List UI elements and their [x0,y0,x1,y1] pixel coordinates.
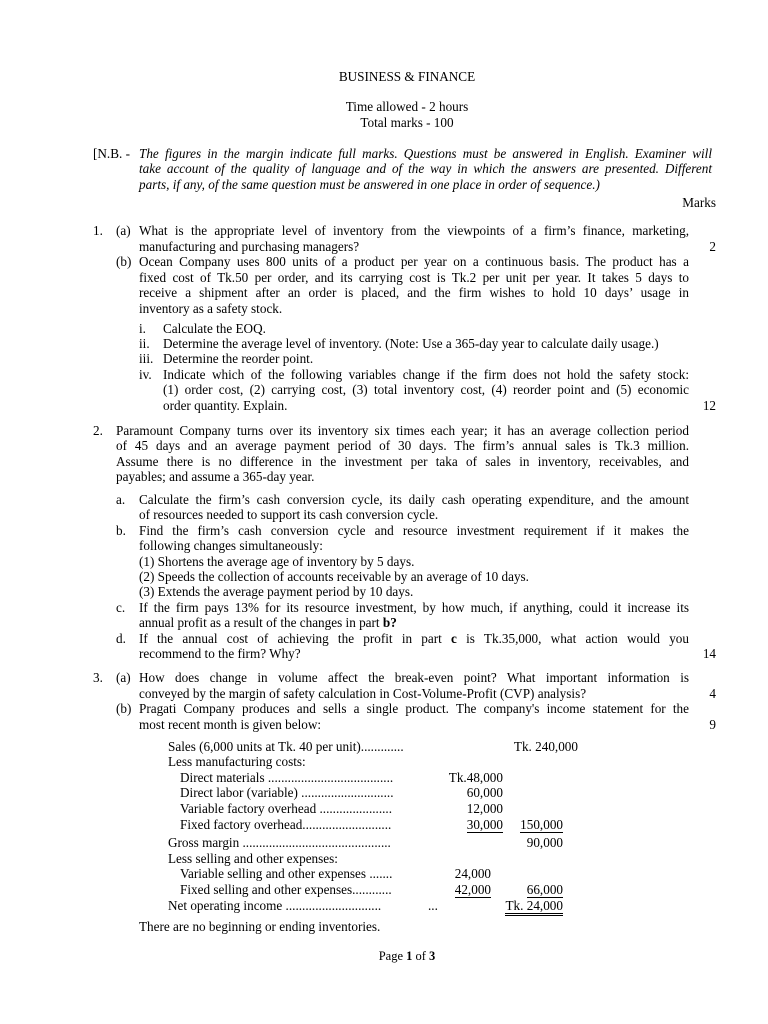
stmt-variable-overhead-value: 12,000 [466,801,503,816]
q3-b-marks: 9 [709,717,716,732]
q1-a-line-2: manufacturing and purchasing managers? [139,239,360,254]
q2-b-line-2: following changes simultaneously: [139,538,323,553]
stmt-sales-total: Tk. 240,000 [513,739,578,754]
q3-a-label: (a) [116,670,131,685]
q2-d-line-2: recommend to the firm? Why? [139,646,301,661]
nb-prefix: [N.B. - [93,146,130,161]
q2-line-3: Assume there is no difference in the investment per taka of sales in inventory, receivables, and [116,454,689,469]
q1-b-line-1: Ocean Company uses 800 units of a product per year on a continuous basis. The product has a [139,254,689,269]
stmt-fixed-overhead: Fixed factory overhead........................... [180,817,392,832]
stmt-manufacturing-total [510,817,563,833]
page-current: 1 [406,949,413,963]
page-of: of [412,949,430,963]
stmt-variable-overhead: Variable factory overhead ...................... [180,801,393,816]
q2-b-item: (3) Extends the average payment period by 10 days. [139,584,414,599]
q1-b-line-2: fixed cost of Tk.50 per order, and its carrying cost is Tk.2 per unit per year. It takes 5 days to [139,270,689,285]
q1-a-line-1: What is the appropriate level of inventory from the viewpoints of a firm’s finance, marketing, [139,223,689,238]
stmt-noi-dots: ... [428,898,438,913]
stmt-direct-materials-value: Tk.48,000 [448,770,503,785]
q2-d-line-1 [139,631,689,647]
stmt-less-selling: Less selling and other expenses: [168,851,338,866]
q1-item-text: Indicate which of the following variables change if the firm does not hold the safety stock: [163,367,689,382]
q2-line-2: of 45 days and an average payment period of 30 days. The firm’s annual sales is Tk.3 million. [116,438,689,453]
q1-item-label: iv. [139,367,152,382]
q2-line-4: payables; and assume a 365-day year. [116,469,315,484]
q3-a-line-2: conveyed by the margin of safety calculation in Cost-Volume-Profit (CVP) analysis? [139,686,587,701]
q1-item-text: Determine the reorder point. [163,351,314,366]
stmt-fixed-overhead-amount: 30,000 [466,817,503,832]
page-prefix: Page [378,949,407,963]
nb-line-3: parts, if any, of the same question must be answered in one place in order of sequence.) [139,177,600,192]
stmt-selling-total-amount: 66,000 [526,882,563,897]
q2-line-1: Paramount Company turns over its inventory six times each year; it has an average collection period [116,423,689,438]
time-allowed: Time allowed - 2 hours [345,99,469,114]
q2-d-line-1-text: If the annual cost of achieving the profit in part [139,631,452,646]
stmt-manufacturing-total-amount: 150,000 [520,817,563,832]
stmt-fixed-overhead-value [448,817,503,833]
q2-c-label: c. [116,600,126,615]
q2-c-line-2 [139,615,397,631]
q2-a-line-2: of resources needed to support its cash conversion cycle. [139,507,439,522]
q3-a-line-1: How does change in volume affect the break-even point? What important information is [139,670,689,685]
q3-b-label: (b) [116,701,132,716]
stmt-fixed-selling-value [430,882,491,898]
q2-d-line-1-rest: is Tk.35,000, what action would you [456,631,689,646]
nb-line-1: The figures in the margin indicate full marks. Questions must be answered in English. Examiner will [139,146,712,161]
q1-item-label: ii. [139,336,150,351]
q2-number: 2. [93,423,103,438]
q1-item-text: Determine the average level of inventory. (Note: Use a 365-day year to calculate daily usage.) [163,336,659,351]
q1-b-line-3: receive a shipment after an order is placed, and the firm wishes to hold 10 days’ usage in [139,285,689,300]
total-marks: Total marks - 100 [360,115,454,130]
q3-a-marks: 4 [709,686,716,701]
stmt-net-operating-income: Net operating income ............................. [168,898,382,913]
stmt-fixed-selling: Fixed selling and other expenses............ [180,882,392,897]
q1-b-line-4: inventory as a safety stock. [139,301,283,316]
q3-note: There are no beginning or ending inventories. [139,919,381,934]
q1-b-marks: 12 [702,398,716,413]
stmt-sales: Sales (6,000 units at Tk. 40 per unit)............. [168,739,404,754]
q1-b-label: (b) [116,254,132,269]
page-total: 3 [429,949,436,963]
stmt-fixed-selling-amount: 42,000 [454,882,491,897]
page-number [0,949,768,965]
q2-marks: 14 [702,646,716,661]
q1-item-text: Calculate the EOQ. [163,321,266,336]
q2-b-item: (2) Speeds the collection of accounts receivable by an average of 10 days. [139,569,529,584]
q1-a-label: (a) [116,223,131,238]
q2-c-line-2-text: annual profit as a result of the changes in part [139,615,383,630]
q2-c-part-ref: b? [382,615,397,630]
q2-d-label: d. [116,631,126,646]
q2-a-label: a. [116,492,126,507]
q1-item-label: i. [139,321,146,336]
q3-b-line-1: Pragati Company produces and sells a single product. The company's income statement for the [139,701,689,716]
nb-line-2: take account of the quality of language and of the way in which the answers are presented. Different [139,161,712,176]
stmt-gross-margin-value: 90,000 [526,835,563,850]
stmt-direct-labor-value: 60,000 [466,785,503,800]
q1-number: 1. [93,223,103,238]
stmt-less-manufacturing: Less manufacturing costs: [168,754,306,769]
stmt-direct-labor: Direct labor (variable) ............................ [180,785,394,800]
q2-b-line-1: Find the firm’s cash conversion cycle and resource investment requirement if it makes the [139,523,689,538]
q3-b-line-2: most recent month is given below: [139,717,322,732]
q2-b-item: (1) Shortens the average age of inventory by 5 days. [139,554,415,569]
stmt-direct-materials: Direct materials ...................................... [180,770,394,785]
stmt-gross-margin: Gross margin ............................................. [168,835,391,850]
q3-number: 3. [93,670,103,685]
q1-iv-line-2: (1) order cost, (2) carrying cost, (3) total inventory cost, (4) reorder point and (5) economic [163,382,689,397]
q2-d-part-ref: c [451,631,457,646]
q2-b-label: b. [116,523,126,538]
q2-a-line-1: Calculate the firm’s cash conversion cycle, its daily cash operating expenditure, and the amount [139,492,689,507]
exam-title: BUSINESS & FINANCE [338,69,476,84]
stmt-variable-selling-value: 24,000 [454,866,491,881]
stmt-noi-amount: Tk. 24,000 [505,898,563,916]
q2-c-line-1: If the firm pays 13% for its resource investment, by how much, if anything, could it increase its [139,600,689,615]
stmt-net-operating-income-value [490,898,563,914]
stmt-variable-selling: Variable selling and other expenses ....... [180,866,393,881]
stmt-selling-total [500,882,563,898]
marks-heading: Marks [682,195,716,210]
q1-iv-line-3: order quantity. Explain. [163,398,288,413]
q1-item-label: iii. [139,351,154,366]
q1-a-marks: 2 [709,239,716,254]
